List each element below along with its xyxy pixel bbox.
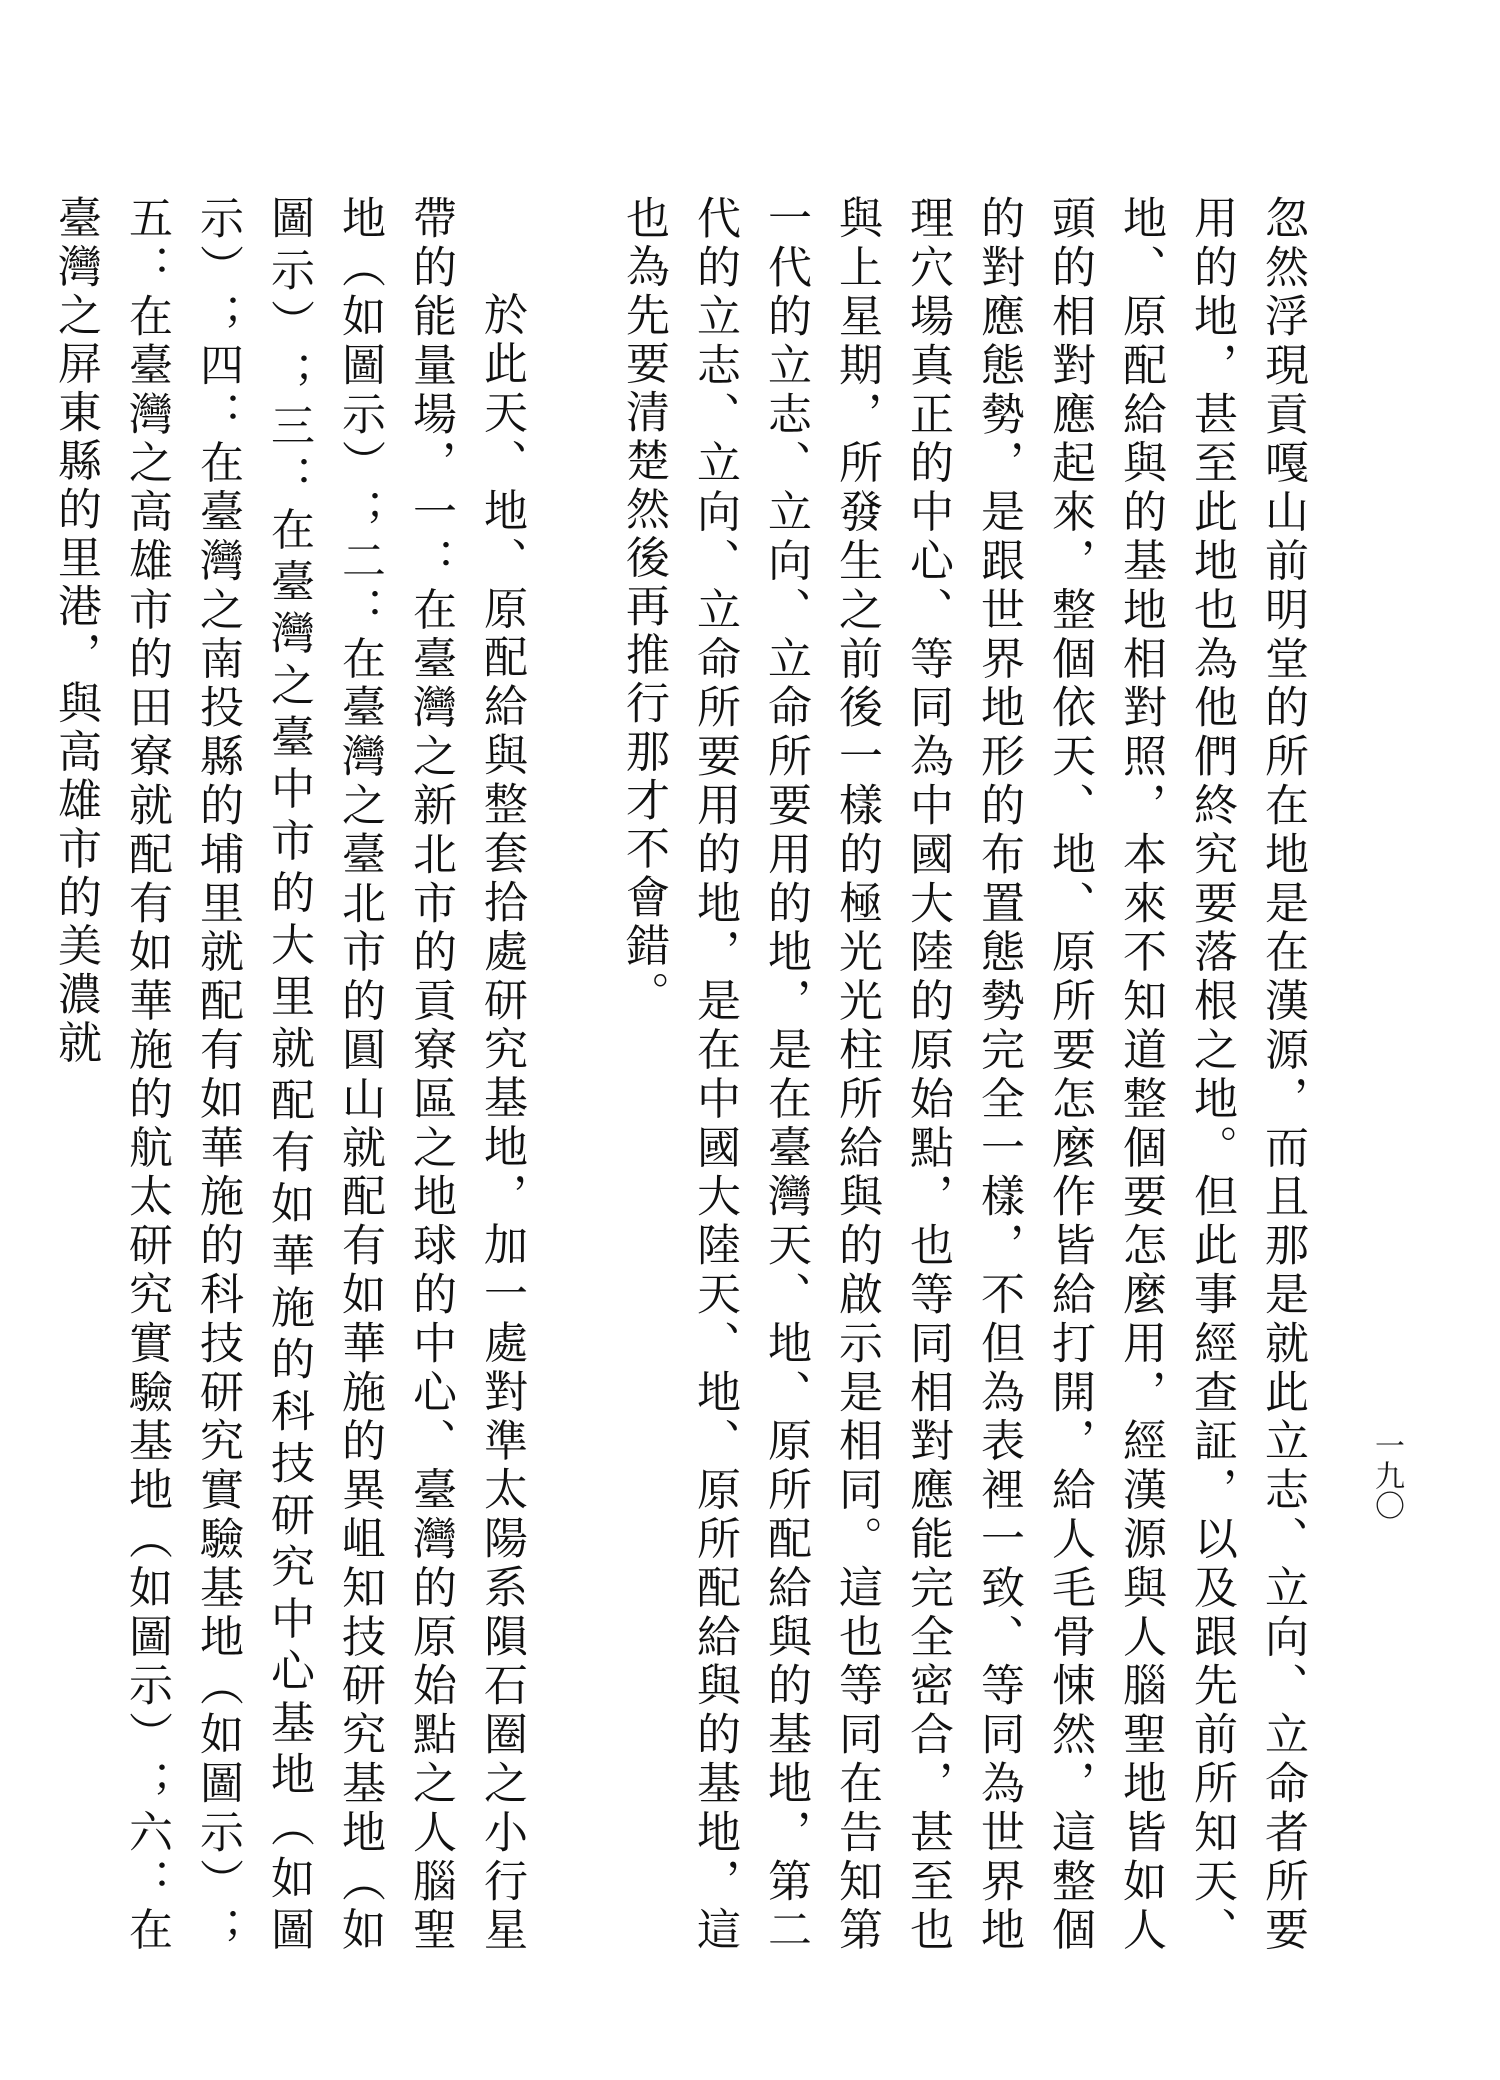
paragraph-1-text: 忽然浮現貢嘎山前明堂的所在地是在漢源，而且那是就此立志、立向、立命者所要用的地，甚至此地也為他們終究要落根之地。但此事經查証，以及跟先前所知天、地、原配給與的基地相對照，本來不知道整個要怎麼用，經漢源與人腦聖地皆如人頭的相對應起來，整個依天、地、原所要怎麼作皆給打開，給人毛骨悚然，這整個的對應態勢，是跟世界地形的布置態勢完全一樣，不但為表裡一致、等同為世界地理穴場真正的中心、等同為中國大陸的原始點，也等同相對應能完全密合，甚至也與上星期，所發生之前後一樣的極光光柱所給與的啟示是相同。這也等同在告知第一代的立志、立向、立命所要用的地，是在臺灣天、地、原所配給與的基地，第二代的立志、立向、立命所要用的地，是在中國大陸天、地、原所配給與的基地，這也為先要清楚然後再推行那才不會錯。 <box>618 195 1308 1955</box>
page-number: 一九〇 <box>1369 1430 1404 1520</box>
paragraph-1 <box>608 195 1318 1955</box>
paragraph-2-text: 於此天、地、原配給與整套拾處研究基地，加一處對準太陽系隕石圈之小行星帶的能量場，一：在臺灣之新北市的貢寮區之地球的中心、臺灣的原始點之人腦聖地（如圖示）；二：在臺灣之臺北市的圓山就配有如華施的異岨知技研究基地（如圖示）；三：在臺灣之臺中市的大里就配有如華施的科技研究中心基地（如圖示）；四：在臺灣之南投縣的埔里就配有如華施的科技研究實驗基地（如圖示）；五：在臺灣之高雄市的田寮就配有如華施的航太研究實驗基地（如圖示）；六：在臺灣之屏東縣的里港，與高雄市的美濃就 <box>50 195 527 1955</box>
body-text <box>50 195 1318 1955</box>
paragraph-2 <box>40 195 537 1955</box>
